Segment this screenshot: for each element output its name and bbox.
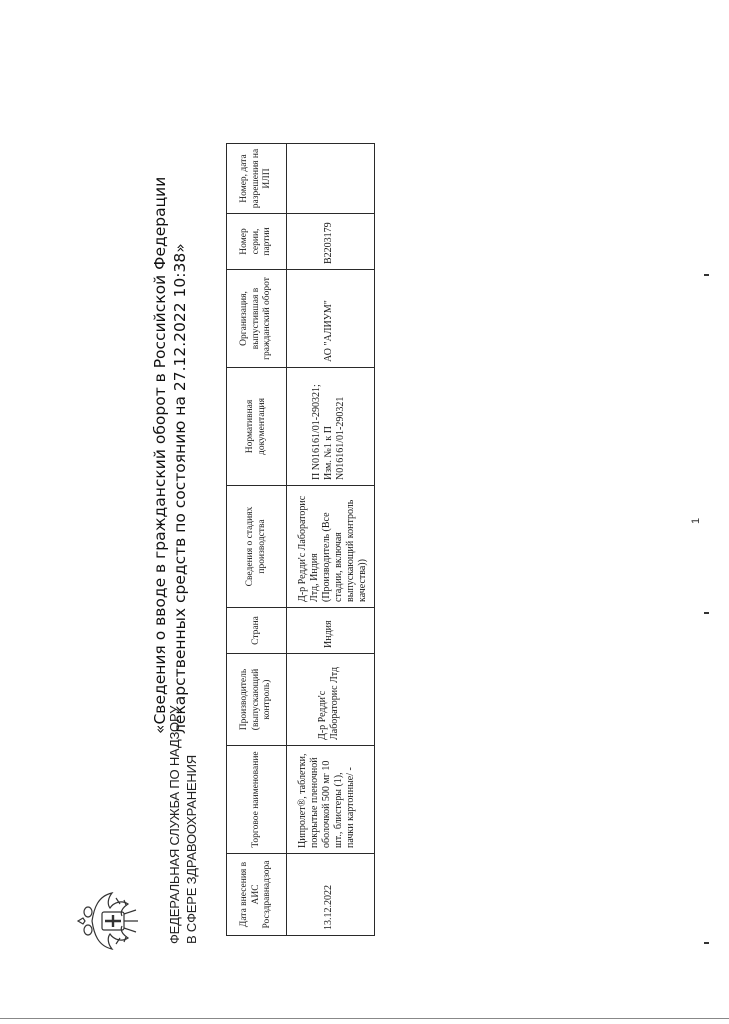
header-cell-documentation: Нормативная документация (227, 368, 287, 486)
header-cell-country: Страна (227, 608, 287, 654)
header-cell-organization: Организация, выпустившая в гражданский оборот (227, 270, 287, 368)
agency-name-line1: ФЕДЕРАЛЬНАЯ СЛУЖБА ПО НАДЗОРУ (167, 705, 182, 944)
cell-trade-name: Ципролет®, таблетки, покрытые пленочной оболочкой 500 мг 10 шт., блистеры (1), пачки картонные/ - (287, 746, 375, 854)
registry-table (226, 143, 375, 936)
header-cell-batch: Номер серии, партии (227, 214, 287, 270)
cell-date: 13.12.2022 (287, 854, 375, 936)
scan-speck (704, 274, 709, 276)
scan-speck (704, 942, 709, 944)
header-cell-permit: Номер, дата разрешения на ИЛП (227, 144, 287, 214)
scan-speck (704, 612, 709, 614)
header-cell-stages: Сведения о стадиях производства (227, 486, 287, 608)
cell-country: Индия (287, 608, 375, 654)
header-cell-manufacturer: Производитель (выпускающий контроль) (227, 654, 287, 746)
document-title-line2: лекарственных средств по состоянию на 27.12.2022 10:38» (171, 243, 189, 734)
document-title-line1: «Сведения о вводе в гражданский оборот в Российской Федерации (151, 176, 169, 734)
document-title (150, 124, 190, 734)
scan-edge-line (0, 1018, 729, 1019)
agency-name-line2: В СФЕРЕ ЗДРАВООХРАНЕНИЯ (184, 755, 199, 944)
cell-documentation: П N016161/01-290321; Изм. №1 к П N016161/01-290321 (287, 368, 375, 486)
cell-stages: Д-р Редди'с Лабораторис Лтд, Индия (Производитель (Все стадии, включая выпускающий контроль качества)) (287, 486, 375, 608)
cell-batch: B2203179 (287, 214, 375, 270)
cell-permit (287, 144, 375, 214)
header-cell-date: Дата внесения в АИС Росздравнадзора (227, 854, 287, 936)
cell-organization: АО "АЛИУМ" (287, 270, 375, 368)
page-number: 1 (690, 517, 702, 524)
table-row (287, 144, 375, 936)
cell-manufacturer: Д-р Редди'с Лабораторис Лтд (287, 654, 375, 746)
table-header-row (227, 144, 287, 936)
header-cell-trade-name: Торговое наименование (227, 746, 287, 854)
coat-of-arms-emblem-icon (74, 890, 146, 952)
